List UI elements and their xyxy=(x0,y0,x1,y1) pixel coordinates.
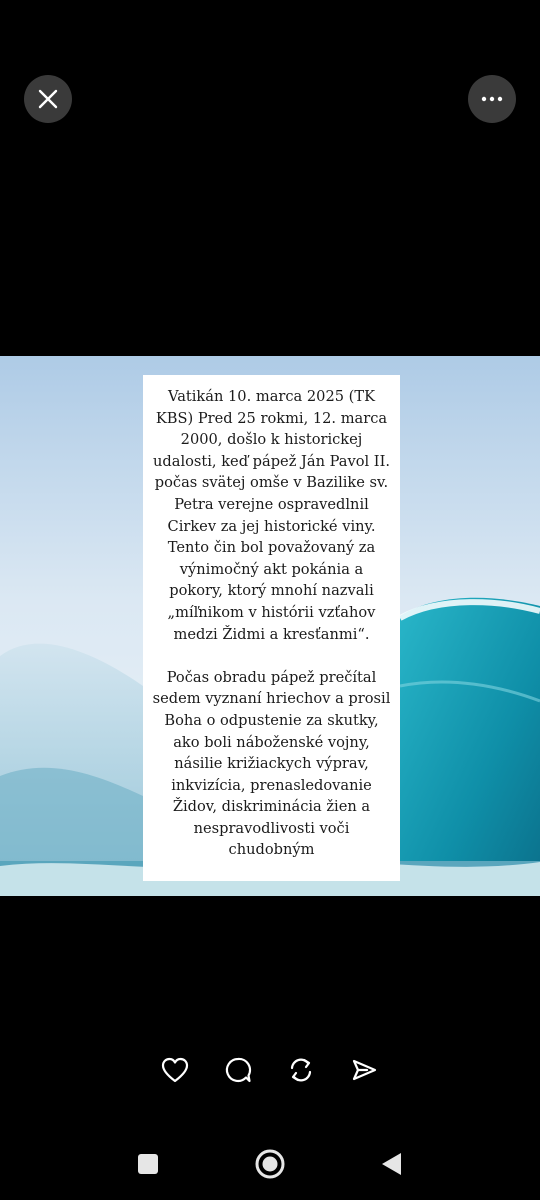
post-paragraph-1: Vatikán 10. marca 2025 (TK KBS) Pred 25 rokmi, 12. marca 2000, došlo k historickej udalosti, keď pápež Ján Pavol II. počas svätej omše v Bazilike sv. Petra verejne ospravedlnil Cirkev za jej historické viny. Tento čin bol považovaný za výnimočný akt pokánia a pokory, ktorý mnohí nazvali „míľnikom v histórii vzťahov medzi Židmi a kresťanmi“. xyxy=(153,388,390,643)
send-icon xyxy=(350,1056,378,1084)
text-card xyxy=(143,375,400,881)
share-button[interactable] xyxy=(344,1050,384,1090)
heart-icon xyxy=(161,1057,189,1083)
recents-button[interactable] xyxy=(124,1140,172,1188)
system-nav-bar xyxy=(0,1140,540,1190)
home-button[interactable] xyxy=(246,1140,294,1188)
like-button[interactable] xyxy=(155,1050,195,1090)
repost-button[interactable] xyxy=(281,1050,321,1090)
close-button[interactable] xyxy=(24,75,72,123)
post-image[interactable] xyxy=(0,356,540,896)
close-icon xyxy=(37,88,59,110)
action-bar xyxy=(0,1050,540,1090)
back-button[interactable] xyxy=(368,1140,416,1188)
post-paragraph-2: Počas obradu pápež prečítal sedem vyznaní hriechov a prosil Boha o odpustenie za skutky, ako boli náboženské vojny, násilie križiackych výprav, inkvizícia, prenasledovanie Židov, diskriminácia žien a nespravodlivosti voči chudobným xyxy=(152,668,391,859)
home-circle-icon xyxy=(254,1148,286,1180)
comment-bubble-icon xyxy=(224,1056,252,1084)
back-triangle-icon xyxy=(379,1151,405,1177)
repost-icon xyxy=(287,1056,315,1084)
more-options-button[interactable] xyxy=(468,75,516,123)
square-icon xyxy=(136,1152,160,1176)
more-dots-icon xyxy=(480,95,504,103)
comment-button[interactable] xyxy=(218,1050,258,1090)
